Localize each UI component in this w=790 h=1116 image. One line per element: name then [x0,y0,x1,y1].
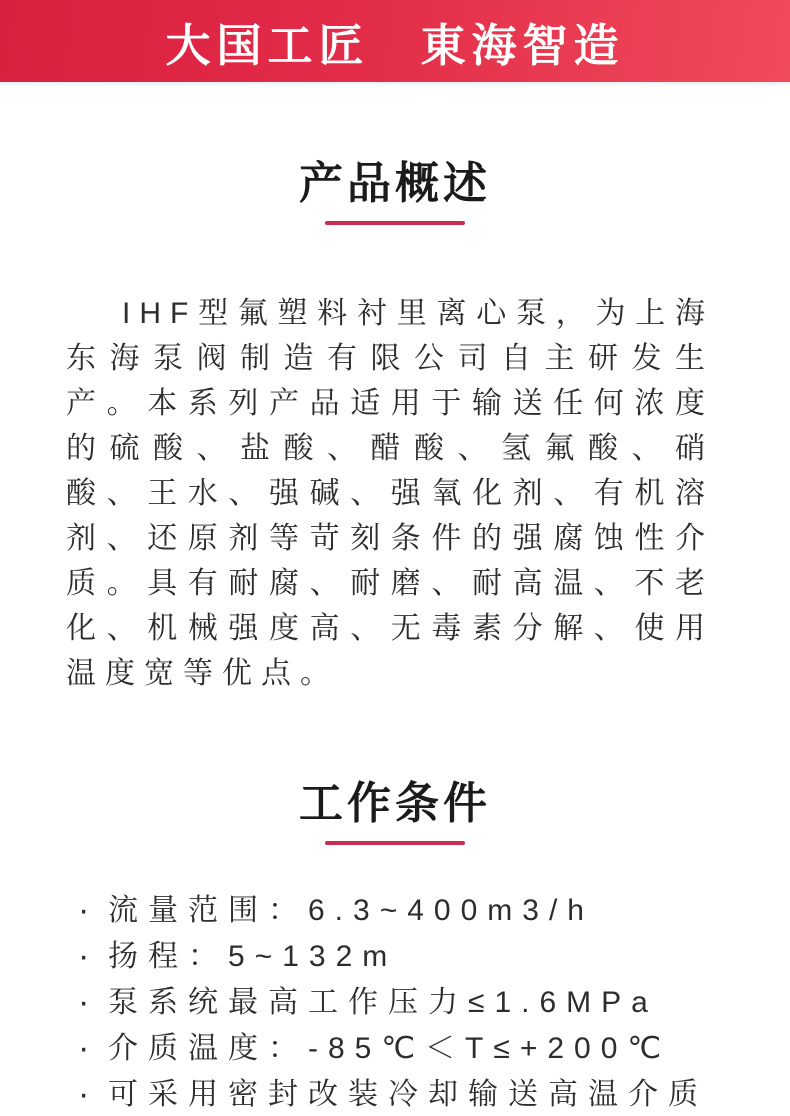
title-underline [325,221,465,225]
header-banner [0,0,790,82]
bullet-icon: · [78,891,90,929]
working-conditions-list [78,891,750,1113]
condition-text: 可采用密封改装冷却输送高温介质 [108,1078,708,1111]
section-title-overview: 产品概述 [299,159,491,208]
bullet-icon: · [78,1075,90,1113]
working-conditions-section [0,779,790,1113]
condition-text: 泵系统最高工作压力≤1.6MPa [108,986,658,1019]
product-overview-section [0,160,790,696]
list-item [78,1075,750,1113]
banner-bottom-edge [0,82,790,87]
list-item [78,983,750,1021]
bullet-icon: · [78,983,90,1021]
condition-text: 流量范围：6.3~400m3/h [108,894,594,927]
list-item [78,1029,750,1067]
condition-text: 介质温度：-85℃＜T≤+200℃ [108,1032,672,1065]
section-title-conditions: 工作条件 [299,779,491,828]
banner-title: 大国工匠 東海智造 [165,19,625,71]
bullet-icon: · [78,937,90,975]
product-overview-paragraph: IHF型氟塑料衬里离心泵，为上海东海泵阀制造有限公司自主研发生产。本系列产品适用于输送任何浓度的硫酸、盐酸、醋酸、氢氟酸、硝酸、王水、强碱、强氧化剂、有机溶剂、还原剂等苛刻条件的强腐蚀性介质。具有耐腐、耐磨、耐高温、不老化、机械强度高、无毒素分解、使用温度宽等优点。 [66,297,714,690]
condition-text: 扬程：5~132m [108,940,398,973]
list-item [78,937,750,975]
list-item [78,891,750,929]
bullet-icon: · [78,1029,90,1067]
title-underline [325,841,465,845]
